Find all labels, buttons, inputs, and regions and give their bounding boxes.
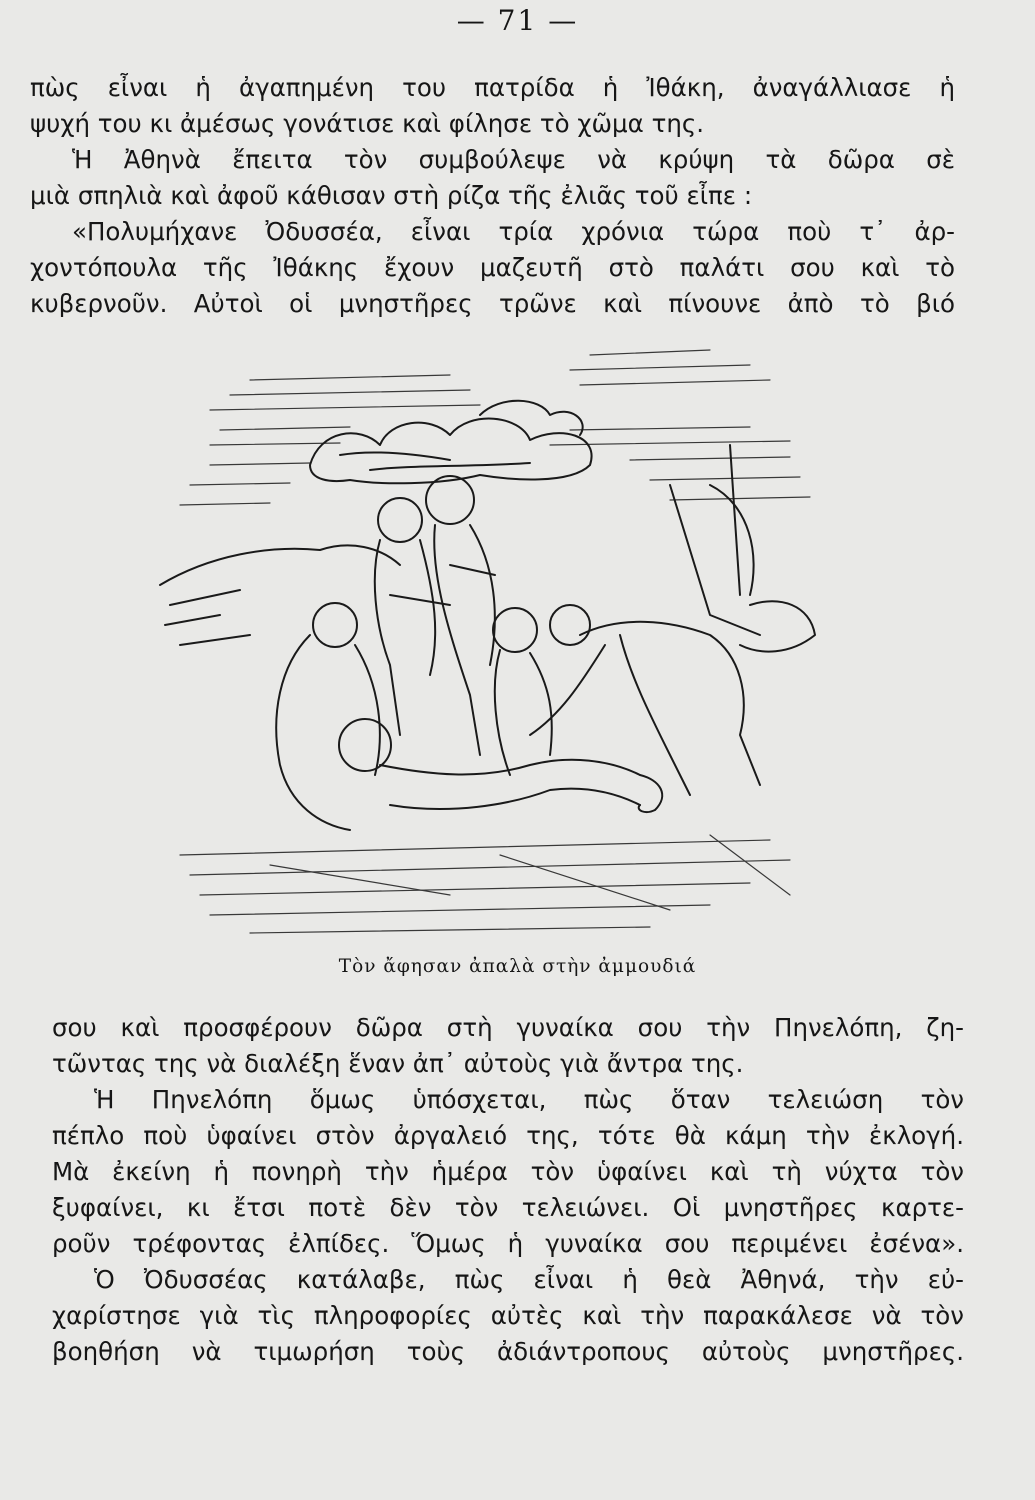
- lying-figure: [339, 719, 662, 812]
- page-number: — 71 —: [456, 4, 579, 37]
- text-line: τῶντας της νὰ διαλέξη ἕναν ἀπ᾽ αὐτοὺς γιὰ ἄντρα της.: [52, 1049, 744, 1078]
- text-line: πὼς εἶναι ἡ ἀγαπημένη του πατρίδα ἡ Ἰθάκη, ἀναγάλλιασε ἡ: [30, 73, 955, 102]
- text-line: ροῦν τρέφοντας ἐλπίδες. Ὅμως ἡ γυναίκα σου περιμένει ἐσένα».: [52, 1229, 964, 1258]
- paragraph: [30, 142, 955, 214]
- clouds: [310, 401, 592, 484]
- text-line: Ὁ Ὀδυσσέας κατάλαβε, πὼς εἶναι ἡ θεὰ Ἀθηνά, τὴν εὐ-: [94, 1265, 964, 1294]
- sky-hatching: [180, 350, 810, 505]
- paragraph: [52, 1010, 964, 1082]
- text-block-bottom: [52, 1010, 964, 1370]
- text-line: «Πολυμήχανε Ὀδυσσέα, εἶναι τρία χρόνια τώρα ποὺ τ᾽ ἀρ-: [72, 217, 955, 246]
- ground-hatching: [180, 835, 790, 933]
- text-line: Μὰ ἐκείνη ἡ πονηρὴ τὴν ἡμέρα τὸν ὑφαίνει καὶ τὴ νύχτα τὸν: [52, 1157, 964, 1186]
- text-line: Ἡ Ἀθηνὰ ἔπειτα τὸν συμβούλεψε νὰ κρύψη τὰ δῶρα σὲ: [72, 145, 955, 174]
- text-line: μιὰ σπηλιὰ καὶ ἀφοῦ κάθισαν στὴ ρίζα τῆς ἐλιᾶς τοῦ εἶπε :: [30, 181, 753, 210]
- text-line: ψυχή του κι ἀμέσως γονάτισε καὶ φίλησε τὸ χῶμα της.: [30, 109, 705, 138]
- paragraph: [30, 70, 955, 142]
- text-block-top: [30, 70, 955, 322]
- text-line: σου καὶ προσφέρουν δῶρα στὴ γυναίκα σου τὴν Πηνελόπη, ζη-: [52, 1013, 964, 1042]
- text-line: πέπλο ποὺ ὑφαίνει στὸν ἀργαλειό της, τότε θὰ κάμη τὴν ἐκλογή.: [52, 1121, 964, 1150]
- text-line: κυβερνοῦν. Αὐτοὶ οἱ μνηστῆρες τρῶνε καὶ πίνουνε ἀπὸ τὸ βιό: [30, 289, 955, 318]
- text-line: χαρίστησε γιὰ τὶς πληροφορίες αὐτὲς καὶ τὴν παρακάλεσε νὰ τὸν: [52, 1301, 964, 1330]
- text-line: ξυφαίνει, κι ἔτσι ποτὲ δὲν τὸν τελειώνει. Οἱ μνηστῆρες καρτε-: [52, 1193, 964, 1222]
- paragraph: [30, 214, 955, 322]
- standing-figures: [375, 476, 495, 755]
- paragraph: [52, 1262, 964, 1370]
- ship: [670, 445, 815, 652]
- paragraph: [52, 1082, 964, 1262]
- text-line: Ἡ Πηνελόπη ὅμως ὑπόσχεται, πὼς ὅταν τελειώση τὸν: [94, 1085, 964, 1114]
- text-line: χοντόπουλα τῆς Ἰθάκης ἔχουν μαζευτῆ στὸ παλάτι σου καὶ τὸ: [30, 253, 955, 282]
- rocks: [160, 545, 400, 645]
- text-line: βοηθήση νὰ τιμωρήση τοὺς ἀδιάντροπους αὐτοὺς μνηστῆρες.: [52, 1337, 964, 1366]
- engraving-illustration: [150, 335, 820, 945]
- figure-caption: Τὸν ἄφησαν ἀπαλὰ στὴν ἀμμουδιά: [338, 956, 697, 977]
- crouching-figures: [276, 603, 760, 830]
